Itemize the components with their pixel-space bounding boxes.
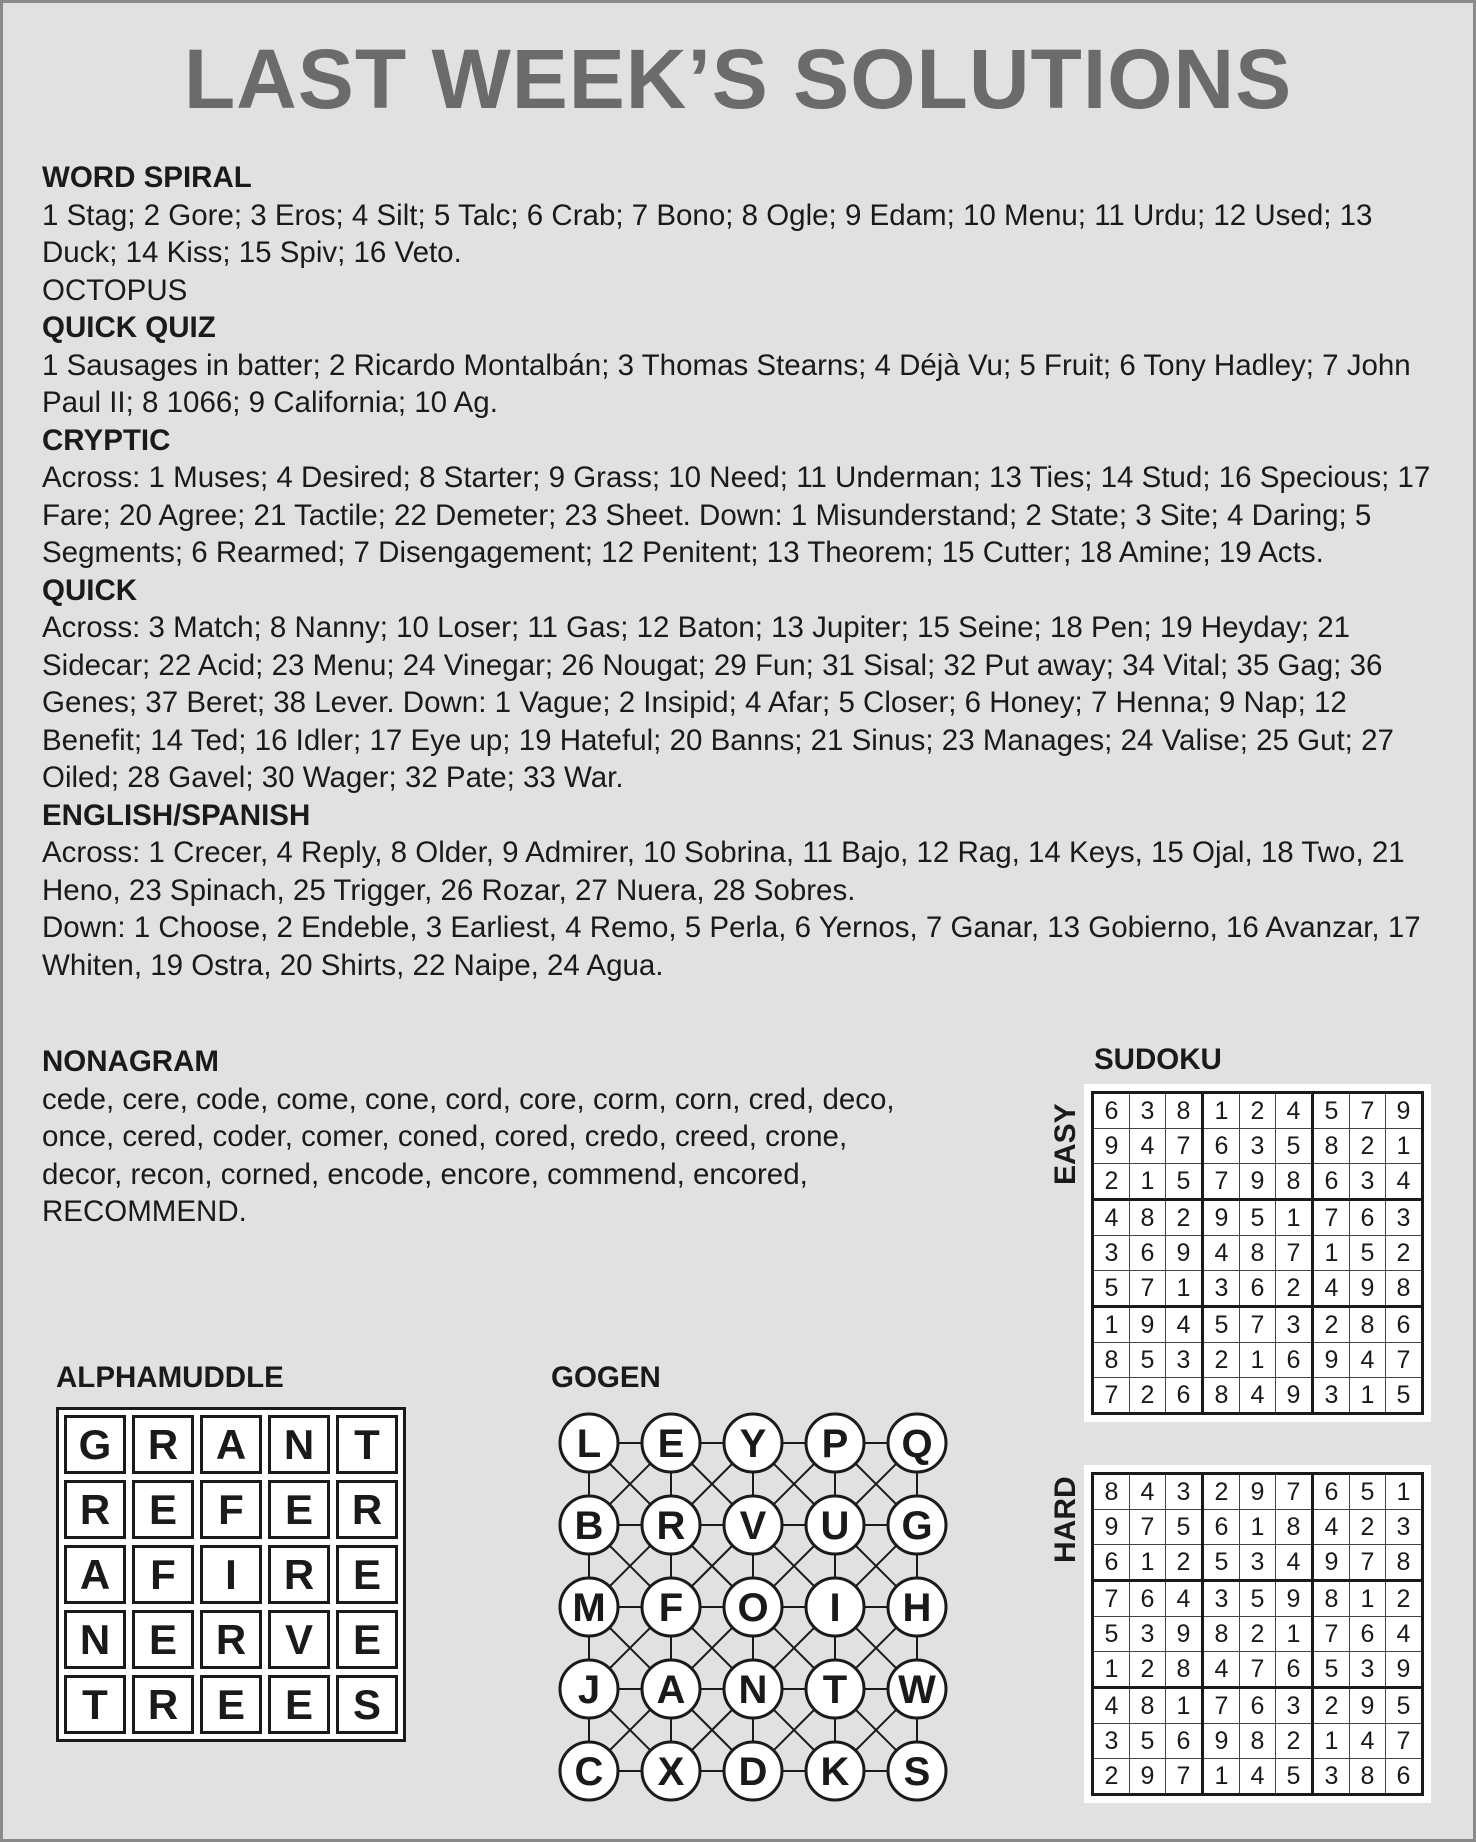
sudoku-cell: 9 — [1276, 1581, 1313, 1617]
gogen-letter: T — [822, 1668, 848, 1712]
sudoku-cell: 8 — [1166, 1093, 1203, 1129]
sudoku-cell: 1 — [1093, 1307, 1130, 1343]
sudoku-cell: 2 — [1240, 1093, 1276, 1129]
alphamuddle-cell: E — [336, 1545, 398, 1604]
sudoku-cell: 1 — [1203, 1093, 1240, 1129]
sudoku-cell: 6 — [1203, 1129, 1240, 1164]
sudoku-cell: 5 — [1166, 1164, 1203, 1200]
sudoku-cell: 3 — [1203, 1271, 1240, 1307]
sudoku-cell: 5 — [1093, 1271, 1130, 1307]
sudoku-cell: 8 — [1240, 1724, 1276, 1759]
sudoku-cell: 7 — [1093, 1378, 1130, 1414]
sudoku-cell: 3 — [1386, 1200, 1423, 1236]
sudoku-cell: 1 — [1386, 1129, 1423, 1164]
section-body-english-spanish: Across: 1 Crecer, 4 Reply, 8 Older, 9 Admirer, 10 Sobrina, 11 Bajo, 12 Rag, 14 Keys, 15 Ojal, 18 Two, 21 Heno, 23 Spinach, 25 Trigger, 26 Rozar, 27 Nuera, 28 Sobres. — [42, 836, 1405, 907]
sudoku-cell: 3 — [1203, 1581, 1240, 1617]
alphamuddle-cell: N — [268, 1415, 330, 1474]
sudoku-cell: 4 — [1130, 1129, 1166, 1164]
sudoku-cell: 2 — [1130, 1652, 1166, 1688]
sudoku-cell: 5 — [1313, 1652, 1350, 1688]
sudoku-cell: 1 — [1350, 1378, 1386, 1414]
sudoku-cell: 9 — [1313, 1545, 1350, 1581]
nonagram-section — [42, 1043, 922, 1231]
sudoku-cell: 4 — [1350, 1343, 1386, 1378]
sudoku-cell: 2 — [1166, 1545, 1203, 1581]
sudoku-cell: 1 — [1130, 1164, 1166, 1200]
sudoku-easy-grid — [1091, 1091, 1424, 1415]
section-heading-english-spanish: ENGLISH/SPANISH — [42, 798, 311, 832]
section-body-cryptic: Across: 1 Muses; 4 Desired; 8 Starter; 9 Grass; 10 Need; 11 Underman; 13 Ties; 14 Stud; 16 Specious; 17 Fare; 20 Agree; 21 Tactile; 22 Demeter; 23 Sheet. Down: 1 Misunderstand; 2 State; 3 Site; 4 Daring; 5 Segments; 6 Rearmed; 7 Disengagement; 12 Penitent; 13 Theorem; 15 Cutter; 18 Amine; 19 Acts. — [42, 461, 1431, 569]
alphamuddle-cell: R — [200, 1610, 262, 1669]
alphamuddle-heading: ALPHAMUDDLE — [56, 1361, 284, 1394]
gogen-letter: R — [656, 1504, 686, 1548]
gogen-letter: C — [574, 1750, 604, 1794]
sudoku-cell: 4 — [1386, 1164, 1423, 1200]
sudoku-cell: 7 — [1166, 1759, 1203, 1795]
gogen-letter: Y — [739, 1422, 767, 1466]
sudoku-cell: 6 — [1203, 1510, 1240, 1545]
alphamuddle-cell: S — [336, 1675, 398, 1734]
alphamuddle-cell: E — [200, 1675, 262, 1734]
section-heading-quick-quiz: QUICK QUIZ — [42, 311, 216, 344]
sudoku-cell: 5 — [1276, 1129, 1313, 1164]
sudoku-cell: 3 — [1386, 1510, 1423, 1545]
solutions-text — [42, 159, 1442, 984]
sudoku-cell: 3 — [1313, 1759, 1350, 1795]
sudoku-cell: 6 — [1166, 1724, 1203, 1759]
sudoku-cell: 7 — [1130, 1271, 1166, 1307]
sudoku-cell: 7 — [1350, 1093, 1386, 1129]
gogen-letter: X — [657, 1750, 685, 1794]
sudoku-cell: 1 — [1166, 1271, 1203, 1307]
alphamuddle-cell: R — [132, 1415, 194, 1474]
sudoku-cell: 6 — [1130, 1581, 1166, 1617]
sudoku-cell: 7 — [1386, 1343, 1423, 1378]
sudoku-cell: 9 — [1240, 1474, 1276, 1510]
sudoku-cell: 2 — [1093, 1759, 1130, 1795]
sudoku-cell: 1 — [1166, 1688, 1203, 1724]
sudoku-cell: 7 — [1130, 1510, 1166, 1545]
alphamuddle-cell: N — [64, 1610, 126, 1669]
section-body-word-spiral: 1 Stag; 2 Gore; 3 Eros; 4 Silt; 5 Talc; 6 Crab; 7 Bono; 8 Ogle; 9 Edam; 10 Menu; 11 Urdu; 12 Used; 13 Duck; 14 Kiss; 15 Spiv; 16 Veto. — [42, 198, 1373, 269]
sudoku-cell: 1 — [1386, 1474, 1423, 1510]
nonagram-body: cede, cere, code, come, cone, cord, core, corm, corn, cred, deco, once, cered, coder, comer, coned, cored, credo, creed, crone, decor, recon, corned, encode, encore, commend, encored, RECOMMEND. — [42, 1082, 895, 1228]
sudoku-cell: 8 — [1093, 1474, 1130, 1510]
sudoku-cell: 9 — [1093, 1129, 1130, 1164]
sudoku-cell: 1 — [1276, 1200, 1313, 1236]
gogen-letter: O — [737, 1586, 769, 1630]
sudoku-cell: 1 — [1276, 1617, 1313, 1652]
alphamuddle-cell: R — [64, 1480, 126, 1539]
sudoku-cell: 7 — [1203, 1688, 1240, 1724]
sudoku-cell: 2 — [1276, 1724, 1313, 1759]
alphamuddle-cell: E — [336, 1610, 398, 1669]
sudoku-cell: 5 — [1240, 1581, 1276, 1617]
alphamuddle-grid — [56, 1407, 406, 1742]
section-extra-word-spiral: OCTOPUS — [42, 273, 188, 307]
sudoku-cell: 6 — [1350, 1200, 1386, 1236]
sudoku-cell: 5 — [1350, 1474, 1386, 1510]
sudoku-cell: 5 — [1203, 1307, 1240, 1343]
sudoku-cell: 4 — [1166, 1307, 1203, 1343]
sudoku-cell: 6 — [1093, 1545, 1130, 1581]
sudoku-cell: 8 — [1203, 1617, 1240, 1652]
sudoku-cell: 5 — [1130, 1343, 1166, 1378]
sudoku-cell: 9 — [1130, 1307, 1166, 1343]
sudoku-cell: 1 — [1130, 1545, 1166, 1581]
sudoku-cell: 7 — [1093, 1581, 1130, 1617]
sudoku-cell: 6 — [1386, 1307, 1423, 1343]
sudoku-cell: 6 — [1276, 1343, 1313, 1378]
sudoku-cell: 2 — [1386, 1581, 1423, 1617]
gogen-letter: I — [829, 1586, 841, 1630]
gogen-letter: V — [739, 1504, 767, 1548]
sudoku-cell: 1 — [1350, 1581, 1386, 1617]
section-heading-quick: QUICK — [42, 573, 138, 607]
sudoku-cell: 8 — [1313, 1581, 1350, 1617]
sudoku-cell: 7 — [1313, 1200, 1350, 1236]
gogen-grid — [551, 1407, 951, 1827]
sudoku-cell: 7 — [1276, 1474, 1313, 1510]
sudoku-cell: 3 — [1240, 1545, 1276, 1581]
gogen-letter: B — [574, 1504, 604, 1548]
section-heading-word-spiral: WORD SPIRAL — [42, 161, 252, 194]
sudoku-cell: 4 — [1093, 1200, 1130, 1236]
sudoku-cell: 5 — [1276, 1759, 1313, 1795]
sudoku-cell: 3 — [1350, 1652, 1386, 1688]
alphamuddle-cell: T — [336, 1415, 398, 1474]
sudoku-hard-grid — [1091, 1472, 1424, 1796]
sudoku-cell: 2 — [1093, 1164, 1130, 1200]
sudoku-cell: 4 — [1386, 1617, 1423, 1652]
alphamuddle-cell: T — [64, 1675, 126, 1734]
sudoku-cell: 3 — [1313, 1378, 1350, 1414]
alphamuddle-cell: I — [200, 1545, 262, 1604]
sudoku-cell: 9 — [1313, 1343, 1350, 1378]
sudoku-cell: 6 — [1386, 1759, 1423, 1795]
sudoku-hard — [1084, 1465, 1431, 1803]
gogen-letter: F — [658, 1586, 684, 1630]
sudoku-cell: 4 — [1313, 1510, 1350, 1545]
gogen-letter: A — [656, 1668, 686, 1712]
sudoku-cell: 1 — [1203, 1759, 1240, 1795]
sudoku-easy — [1084, 1084, 1431, 1422]
sudoku-cell: 9 — [1386, 1652, 1423, 1688]
alphamuddle-cell: R — [268, 1545, 330, 1604]
sudoku-cell: 8 — [1093, 1343, 1130, 1378]
alphamuddle-cell: R — [132, 1675, 194, 1734]
sudoku-cell: 6 — [1240, 1688, 1276, 1724]
gogen-letter: J — [577, 1668, 601, 1712]
gogen-letter: M — [572, 1586, 606, 1630]
sudoku-cell: 2 — [1386, 1236, 1423, 1271]
sudoku-cell: 1 — [1313, 1724, 1350, 1759]
sudoku-cell: 3 — [1130, 1617, 1166, 1652]
sudoku-cell: 3 — [1240, 1129, 1276, 1164]
sudoku-cell: 8 — [1386, 1545, 1423, 1581]
sudoku-cell: 4 — [1203, 1652, 1240, 1688]
gogen-letter: H — [902, 1586, 932, 1630]
sudoku-cell: 4 — [1313, 1271, 1350, 1307]
sudoku-cell: 9 — [1093, 1510, 1130, 1545]
sudoku-cell: 5 — [1203, 1545, 1240, 1581]
alphamuddle-cell: E — [132, 1480, 194, 1539]
sudoku-cell: 9 — [1350, 1688, 1386, 1724]
section-extra-english-spanish: Down: 1 Choose, 2 Endeble, 3 Earliest, 4 Remo, 5 Perla, 6 Yernos, 7 Ganar, 13 Gobierno, 16 Avanzar, 17 Whiten, 19 Ostra, 20 Shirts, 22 Naipe, 24 Agua. — [42, 911, 1421, 982]
alphamuddle-cell: R — [336, 1480, 398, 1539]
sudoku-cell: 4 — [1166, 1581, 1203, 1617]
alphamuddle-cell: A — [64, 1545, 126, 1604]
sudoku-cell: 8 — [1350, 1759, 1386, 1795]
sudoku-cell: 9 — [1203, 1724, 1240, 1759]
gogen-heading: GOGEN — [551, 1361, 661, 1394]
sudoku-cell: 7 — [1166, 1129, 1203, 1164]
sudoku-cell: 8 — [1276, 1164, 1313, 1200]
sudoku-cell: 6 — [1130, 1236, 1166, 1271]
alphamuddle-cell: E — [268, 1675, 330, 1734]
sudoku-cell: 7 — [1350, 1545, 1386, 1581]
sudoku-cell: 5 — [1313, 1093, 1350, 1129]
gogen-letter: S — [903, 1750, 931, 1794]
sudoku-cell: 2 — [1313, 1688, 1350, 1724]
alphamuddle-cell: E — [132, 1610, 194, 1669]
sudoku-cell: 7 — [1313, 1617, 1350, 1652]
sudoku-cell: 2 — [1240, 1617, 1276, 1652]
sudoku-cell: 3 — [1093, 1724, 1130, 1759]
sudoku-cell: 8 — [1276, 1510, 1313, 1545]
sudoku-cell: 8 — [1240, 1236, 1276, 1271]
sudoku-easy-label: EASY — [1049, 1103, 1082, 1185]
gogen-letter: L — [576, 1422, 602, 1466]
sudoku-cell: 7 — [1276, 1236, 1313, 1271]
gogen-letter: P — [821, 1422, 849, 1466]
sudoku-cell: 9 — [1240, 1164, 1276, 1200]
sudoku-cell: 3 — [1276, 1688, 1313, 1724]
sudoku-cell: 6 — [1166, 1378, 1203, 1414]
gogen-letter: W — [898, 1668, 936, 1712]
sudoku-cell: 1 — [1240, 1510, 1276, 1545]
sudoku-cell: 1 — [1240, 1343, 1276, 1378]
sudoku-cell: 5 — [1130, 1724, 1166, 1759]
sudoku-cell: 6 — [1313, 1474, 1350, 1510]
sudoku-cell: 2 — [1203, 1343, 1240, 1378]
gogen-letter: E — [657, 1422, 685, 1466]
sudoku-cell: 2 — [1166, 1200, 1203, 1236]
sudoku-cell: 3 — [1166, 1474, 1203, 1510]
sudoku-cell: 3 — [1276, 1307, 1313, 1343]
sudoku-cell: 6 — [1093, 1093, 1130, 1129]
sudoku-cell: 8 — [1166, 1652, 1203, 1688]
sudoku-cell: 4 — [1240, 1759, 1276, 1795]
sudoku-cell: 5 — [1386, 1688, 1423, 1724]
sudoku-cell: 6 — [1240, 1271, 1276, 1307]
gogen-letter: N — [738, 1668, 768, 1712]
gogen-letter: U — [820, 1504, 850, 1548]
sudoku-cell: 4 — [1130, 1474, 1166, 1510]
sudoku-cell: 8 — [1313, 1129, 1350, 1164]
gogen-letter: D — [738, 1750, 768, 1794]
sudoku-cell: 1 — [1093, 1652, 1130, 1688]
section-heading-cryptic: CRYPTIC — [42, 423, 171, 457]
sudoku-cell: 4 — [1276, 1093, 1313, 1129]
sudoku-cell: 4 — [1203, 1236, 1240, 1271]
alphamuddle-cell: G — [64, 1415, 126, 1474]
alphamuddle-cell: F — [132, 1545, 194, 1604]
sudoku-cell: 3 — [1350, 1164, 1386, 1200]
sudoku-heading: SUDOKU — [1094, 1043, 1222, 1076]
sudoku-cell: 7 — [1240, 1307, 1276, 1343]
sudoku-cell: 5 — [1166, 1510, 1203, 1545]
sudoku-cell: 1 — [1313, 1236, 1350, 1271]
sudoku-cell: 2 — [1130, 1378, 1166, 1414]
sudoku-cell: 5 — [1093, 1617, 1130, 1652]
sudoku-cell: 8 — [1350, 1307, 1386, 1343]
sudoku-cell: 2 — [1276, 1271, 1313, 1307]
sudoku-cell: 4 — [1240, 1378, 1276, 1414]
sudoku-cell: 9 — [1130, 1759, 1166, 1795]
sudoku-cell: 9 — [1166, 1236, 1203, 1271]
sudoku-cell: 6 — [1313, 1164, 1350, 1200]
alphamuddle-cell: E — [268, 1480, 330, 1539]
nonagram-heading: NONAGRAM — [42, 1045, 219, 1078]
sudoku-cell: 7 — [1386, 1724, 1423, 1759]
sudoku-cell: 8 — [1130, 1688, 1166, 1724]
sudoku-cell: 8 — [1203, 1378, 1240, 1414]
sudoku-cell: 3 — [1093, 1236, 1130, 1271]
sudoku-hard-label: HARD — [1049, 1476, 1082, 1563]
gogen-letter: K — [820, 1750, 850, 1794]
alphamuddle-cell: V — [268, 1610, 330, 1669]
sudoku-cell: 9 — [1386, 1093, 1423, 1129]
gogen-letter: Q — [901, 1422, 933, 1466]
alphamuddle-cell: A — [200, 1415, 262, 1474]
sudoku-cell: 5 — [1350, 1236, 1386, 1271]
sudoku-cell: 7 — [1240, 1652, 1276, 1688]
sudoku-cell: 7 — [1203, 1164, 1240, 1200]
section-body-quick-quiz: 1 Sausages in batter; 2 Ricardo Montalbán; 3 Thomas Stearns; 4 Déjà Vu; 5 Fruit; 6 Tony Hadley; 7 John Paul II; 8 1066; 9 California; 10 Ag. — [42, 348, 1411, 419]
sudoku-cell: 9 — [1166, 1617, 1203, 1652]
sudoku-cell: 8 — [1130, 1200, 1166, 1236]
sudoku-cell: 8 — [1386, 1271, 1423, 1307]
sudoku-cell: 3 — [1130, 1093, 1166, 1129]
sudoku-cell: 4 — [1350, 1724, 1386, 1759]
sudoku-cell: 2 — [1313, 1307, 1350, 1343]
sudoku-cell: 6 — [1350, 1617, 1386, 1652]
sudoku-cell: 4 — [1093, 1688, 1130, 1724]
sudoku-cell: 9 — [1276, 1378, 1313, 1414]
sudoku-cell: 9 — [1203, 1200, 1240, 1236]
sudoku-cell: 2 — [1203, 1474, 1240, 1510]
alphamuddle-cell: F — [200, 1480, 262, 1539]
sudoku-cell: 6 — [1276, 1652, 1313, 1688]
sudoku-cell: 9 — [1350, 1271, 1386, 1307]
sudoku-cell: 5 — [1386, 1378, 1423, 1414]
gogen-letter: G — [901, 1504, 933, 1548]
sudoku-cell: 5 — [1240, 1200, 1276, 1236]
page-title: LAST WEEK’S SOLUTIONS — [183, 32, 1293, 126]
section-body-quick: Across: 3 Match; 8 Nanny; 10 Loser; 11 Gas; 12 Baton; 13 Jupiter; 15 Seine; 18 Pen; 19 Heyday; 21 Sidecar; 22 Acid; 23 Menu; 24 Vinegar; 26 Nougat; 29 Fun; 31 Sisal; 32 Put away; 34 Vital; 35 Gag; 36 Genes; 37 Beret; 38 Lever. Down: 1 Vague; 2 Insipid; 4 Afar; 5 Closer; 6 Honey; 7 Henna; 9 Nap; 12 Benefit; 14 Ted; 16 Idler; 17 Eye up; 19 Hateful; 20 Banns; 21 Sinus; 23 Manages; 24 Valise; 25 Gut; 27 Oiled; 28 Gavel; 30 Wager; 32 Pate; 33 War. — [42, 611, 1394, 794]
sudoku-cell: 2 — [1350, 1510, 1386, 1545]
sudoku-cell: 3 — [1166, 1343, 1203, 1378]
sudoku-cell: 2 — [1350, 1129, 1386, 1164]
sudoku-cell: 4 — [1276, 1545, 1313, 1581]
